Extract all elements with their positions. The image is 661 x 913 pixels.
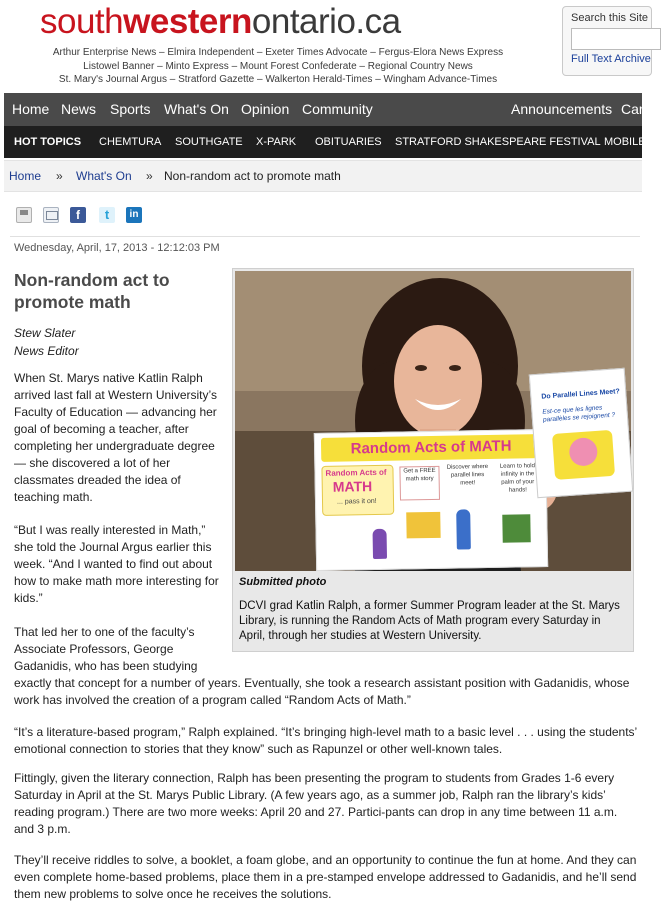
breadcrumb xyxy=(4,160,642,192)
poster-logo-line3: ... pass it on! xyxy=(336,497,377,506)
nav-sports[interactable]: Sports xyxy=(110,101,151,117)
twitter-icon[interactable]: t xyxy=(99,207,115,223)
site-header xyxy=(0,0,651,92)
flyer-subtitle: Est-ce que les lignes parallèles se rejoignent ? xyxy=(542,404,616,424)
search-panel xyxy=(562,6,652,76)
topic-x-park[interactable]: X-PARK xyxy=(256,136,297,148)
topic-stratford-festival[interactable]: STRATFORD SHAKESPEARE FESTIVAL xyxy=(395,136,601,148)
article-paragraph: exactly that concept for a number of years. Eventually, she took a research assistant position with Gadanidis, whose work has involved the creation of a program called “Random Acts of Math.” xyxy=(14,676,630,707)
site-logo[interactable]: southwesternontario.ca xyxy=(40,2,401,41)
topic-mobile[interactable]: MOBILE xyxy=(604,136,646,148)
newspaper-list xyxy=(18,46,538,87)
topic-obituaries[interactable]: OBITUARIES xyxy=(315,136,382,148)
poster-illustration xyxy=(456,509,471,549)
nav-community[interactable]: Community xyxy=(302,101,373,117)
full-text-archive-link[interactable]: Full Text Archive xyxy=(571,53,651,65)
papers-line: Arthur Enterprise News – Elmira Independent – Exeter Times Advocate – Fergus-Elora News Express xyxy=(52,47,504,58)
article-photo[interactable] xyxy=(235,271,631,571)
papers-line: Listowel Banner – Minto Express – Mount Forest Confederate – Regional Country News xyxy=(83,60,473,72)
article-paragraph: They’ll receive riddles to solve, a booklet, a foam globe, and an opportunity to continue the fun at home. And they can even complete home-based problems, place them in a pre-stamped envelope addressed to Gadanidis, and he’ll send them new problems to solve once he receives the solutions. xyxy=(14,853,637,901)
poster-box: Learn to hold infinity in the palm of your hands! xyxy=(499,463,535,494)
poster-box: Get a FREE math story xyxy=(399,466,440,501)
poster-logo-line1: Random Acts of xyxy=(325,467,387,478)
nav-whats-on[interactable]: What's On xyxy=(164,101,229,117)
article-date: Wednesday, April, 17, 2013 - 12:12:03 PM xyxy=(10,236,640,262)
author-role: News Editor xyxy=(14,344,79,358)
nav-announcements[interactable]: Announcements xyxy=(511,101,613,117)
flyer-title: Do Parallel Lines Meet? xyxy=(541,388,621,401)
linkedin-icon[interactable]: in xyxy=(126,207,142,223)
main-nav xyxy=(4,93,642,126)
author-name: Stew Slater xyxy=(14,326,76,340)
article-paragraph: Fittingly, given the literary connection, Ralph has been presenting the program to students from Grades 1-6 every Saturday in April at the St. Marys Public Library. (A few years ago, as a summer job, Ralph ran the library’s kids’ reading program.) There are two more weeks: April 20 and 27. Partici-pants can drop in any time between 11 a.m. and 3 p.m. xyxy=(14,771,618,836)
flyer xyxy=(529,368,633,498)
nav-car[interactable]: Car xyxy=(621,101,644,117)
photo-caption: DCVI grad Katlin Ralph, a former Summer Program leader at the St. Marys Library, is running the Random Acts of Math program every Saturday in April, through her studies at Western University. xyxy=(239,600,620,642)
nav-home[interactable]: Home xyxy=(12,101,50,117)
article-paragraph: “It’s a literature-based program,” Ralph explained. “It’s bringing high-level math to a basic level . . . using the students’ emotional connection to stories that they know” such as Rapunzel or other well-known tales. xyxy=(14,725,637,756)
byline xyxy=(14,324,79,360)
breadcrumb-separator: » xyxy=(146,169,153,183)
breadcrumb-separator: » xyxy=(56,169,63,183)
facebook-icon[interactable]: f xyxy=(70,207,86,223)
topic-chemtura[interactable]: CHEMTURA xyxy=(99,136,162,148)
nav-news[interactable]: News xyxy=(61,101,97,117)
poster-illustration xyxy=(502,514,530,542)
photo-credit: Submitted photo xyxy=(239,576,327,588)
poster-box: Discover where parallel lines meet! xyxy=(446,463,489,487)
breadcrumb-home[interactable]: Home xyxy=(9,169,42,183)
search-label: Search this Site xyxy=(571,12,649,24)
print-icon[interactable] xyxy=(16,207,32,223)
poster-illustration xyxy=(406,512,440,539)
article-paragraph: That led her to one of the faculty’s Associate Professors, George Gadanidis, who has been studying xyxy=(14,625,198,673)
photo-figure xyxy=(232,268,634,652)
breadcrumb-current: Non-random act to promote math xyxy=(164,169,341,183)
article-title: Non-random act to promote math xyxy=(14,270,170,312)
hot-topics-label: HOT TOPICS xyxy=(14,136,82,148)
article-paragraph: When St. Marys native Katlin Ralph arrived last fall at Western University’s Faculty of Education — advancing her goal of becoming a teacher, after completing her undergraduate degree — she discovered a lot of her classmates dreaded the idea of teaching math. xyxy=(14,371,217,504)
poster-logo-line2: MATH xyxy=(332,478,373,495)
poster-illustration xyxy=(372,529,387,559)
search-input[interactable] xyxy=(571,28,661,50)
topic-southgate[interactable]: SOUTHGATE xyxy=(175,136,243,148)
breadcrumb-section[interactable]: What's On xyxy=(76,169,132,183)
poster-title: Random Acts of MATH xyxy=(321,434,541,462)
poster xyxy=(314,429,548,571)
article-paragraph: “But I was really interested in Math,” she told the Journal Argus earlier this week. “And I wanted to find out about how to make math more interesting for kids.” xyxy=(14,523,219,605)
hot-topics-nav xyxy=(4,126,646,158)
papers-line: St. Mary's Journal Argus – Stratford Gazette – Walkerton Herald-Times – Wingham Advance-Times xyxy=(58,74,498,85)
email-icon[interactable] xyxy=(43,207,59,223)
nav-opinion[interactable]: Opinion xyxy=(241,101,290,117)
poster-logo xyxy=(321,465,394,516)
